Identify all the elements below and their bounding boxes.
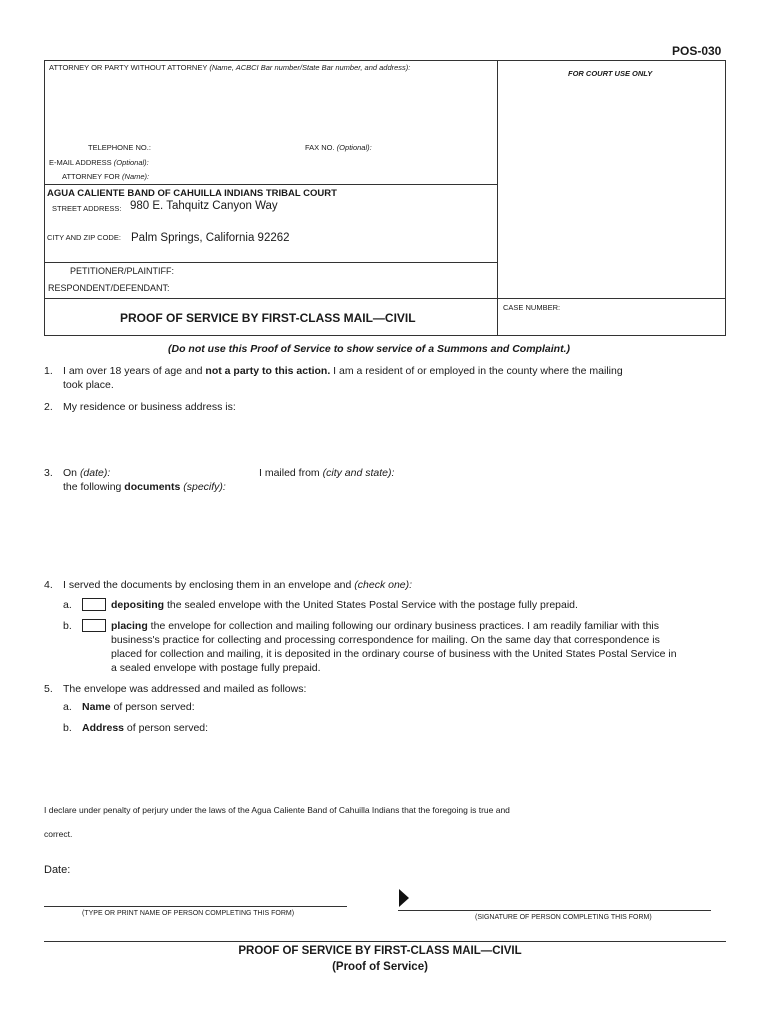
case-number-label: CASE NUMBER: bbox=[503, 303, 561, 312]
signature-caption: (SIGNATURE OF PERSON COMPLETING THIS FORM) bbox=[475, 914, 652, 921]
item-4-text: I served the documents by enclosing them in an envelope and (check one): bbox=[63, 579, 413, 591]
item-5a-text: Name of person served: bbox=[82, 701, 195, 713]
item-4b-text: placing the envelope for collection and mailing following our ordinary business practices. I am readily familiar with this business's practice for collecting and processing correspondence for mailing. On the same day that correspondence is placed for collection and mailing, it is deposited in the ordinary course of business with the United States Postal Service in a sealed envelope with postage fully prepaid. bbox=[111, 620, 677, 674]
declaration-line-2: correct. bbox=[44, 829, 73, 839]
item-5-text: The envelope was addressed and mailed as follows: bbox=[63, 683, 307, 695]
city-label: CITY AND ZIP CODE: bbox=[47, 233, 121, 242]
item-5b-letter: b. bbox=[63, 722, 72, 734]
street-label: STREET ADDRESS: bbox=[52, 204, 122, 213]
telephone-label: TELEPHONE NO.: bbox=[88, 143, 151, 152]
date-label: Date: bbox=[44, 864, 71, 876]
declaration-line-1: I declare under penalty of perjury under the laws of the Agua Caliente Band of Cahuilla Indians that the foregoing is true and bbox=[44, 805, 510, 815]
signature-line[interactable] bbox=[398, 910, 711, 911]
caption-divider bbox=[497, 60, 498, 336]
court-name: AGUA CALIENTE BAND OF CAHUILLA INDIANS TRIBAL COURT bbox=[47, 188, 337, 199]
item-4a-letter: a. bbox=[63, 599, 72, 611]
title-top-rule bbox=[44, 298, 726, 299]
signature-arrow-icon bbox=[398, 888, 410, 908]
court-top-rule bbox=[44, 184, 498, 185]
depositing-checkbox[interactable] bbox=[82, 598, 106, 611]
item-3-number: 3. bbox=[44, 467, 53, 479]
court-use-label: FOR COURT USE ONLY bbox=[568, 69, 653, 78]
attorney-for-label: ATTORNEY FOR (Name): bbox=[62, 172, 150, 181]
respondent-label: RESPONDENT/DEFENDANT: bbox=[48, 283, 170, 293]
item-3-documents-label: the following documents (specify): bbox=[63, 481, 226, 493]
item-2-number: 2. bbox=[44, 401, 53, 413]
printed-name-line[interactable] bbox=[44, 906, 347, 907]
city-value: Palm Springs, California 92262 bbox=[131, 232, 290, 244]
footer-title: PROOF OF SERVICE BY FIRST-CLASS MAIL—CIVIL bbox=[238, 945, 522, 957]
item-4-number: 4. bbox=[44, 579, 53, 591]
item-4b-letter: b. bbox=[63, 620, 72, 632]
item-4a-text: depositing the sealed envelope with the United States Postal Service with the postage fully prepaid. bbox=[111, 599, 578, 611]
item-1-number: 1. bbox=[44, 365, 53, 377]
notice: (Do not use this Proof of Service to show service of a Summons and Complaint.) bbox=[168, 343, 570, 355]
item-2-text: My residence or business address is: bbox=[63, 401, 236, 413]
placing-checkbox[interactable] bbox=[82, 619, 106, 632]
item-3-city-label: I mailed from (city and state): bbox=[259, 467, 395, 479]
footer-subtitle: (Proof of Service) bbox=[332, 961, 428, 973]
footer-rule bbox=[44, 941, 726, 942]
street-value: 980 E. Tahquitz Canyon Way bbox=[130, 200, 278, 212]
item-1-text: I am over 18 years of age and not a party to this action. I am a resident of or employed in the county where the mailing took place. bbox=[63, 365, 623, 391]
item-5a-letter: a. bbox=[63, 701, 72, 713]
item-5-number: 5. bbox=[44, 683, 53, 695]
form-title: PROOF OF SERVICE BY FIRST-CLASS MAIL—CIVIL bbox=[120, 311, 416, 325]
email-label: E-MAIL ADDRESS (Optional): bbox=[49, 158, 149, 167]
fax-label: FAX NO. (Optional): bbox=[305, 143, 372, 152]
form-number: POS-030 bbox=[672, 44, 722, 58]
printed-name-caption: (TYPE OR PRINT NAME OF PERSON COMPLETING THIS FORM) bbox=[82, 910, 295, 917]
petitioner-label: PETITIONER/PLAINTIFF: bbox=[70, 266, 175, 276]
item-3-date-label: On (date): bbox=[63, 467, 111, 479]
item-5b-text: Address of person served: bbox=[82, 722, 209, 734]
attorney-label: ATTORNEY OR PARTY WITHOUT ATTORNEY (Name, ACBCI Bar number/State Bar number, and address): bbox=[49, 63, 411, 72]
parties-top-rule bbox=[44, 262, 498, 263]
